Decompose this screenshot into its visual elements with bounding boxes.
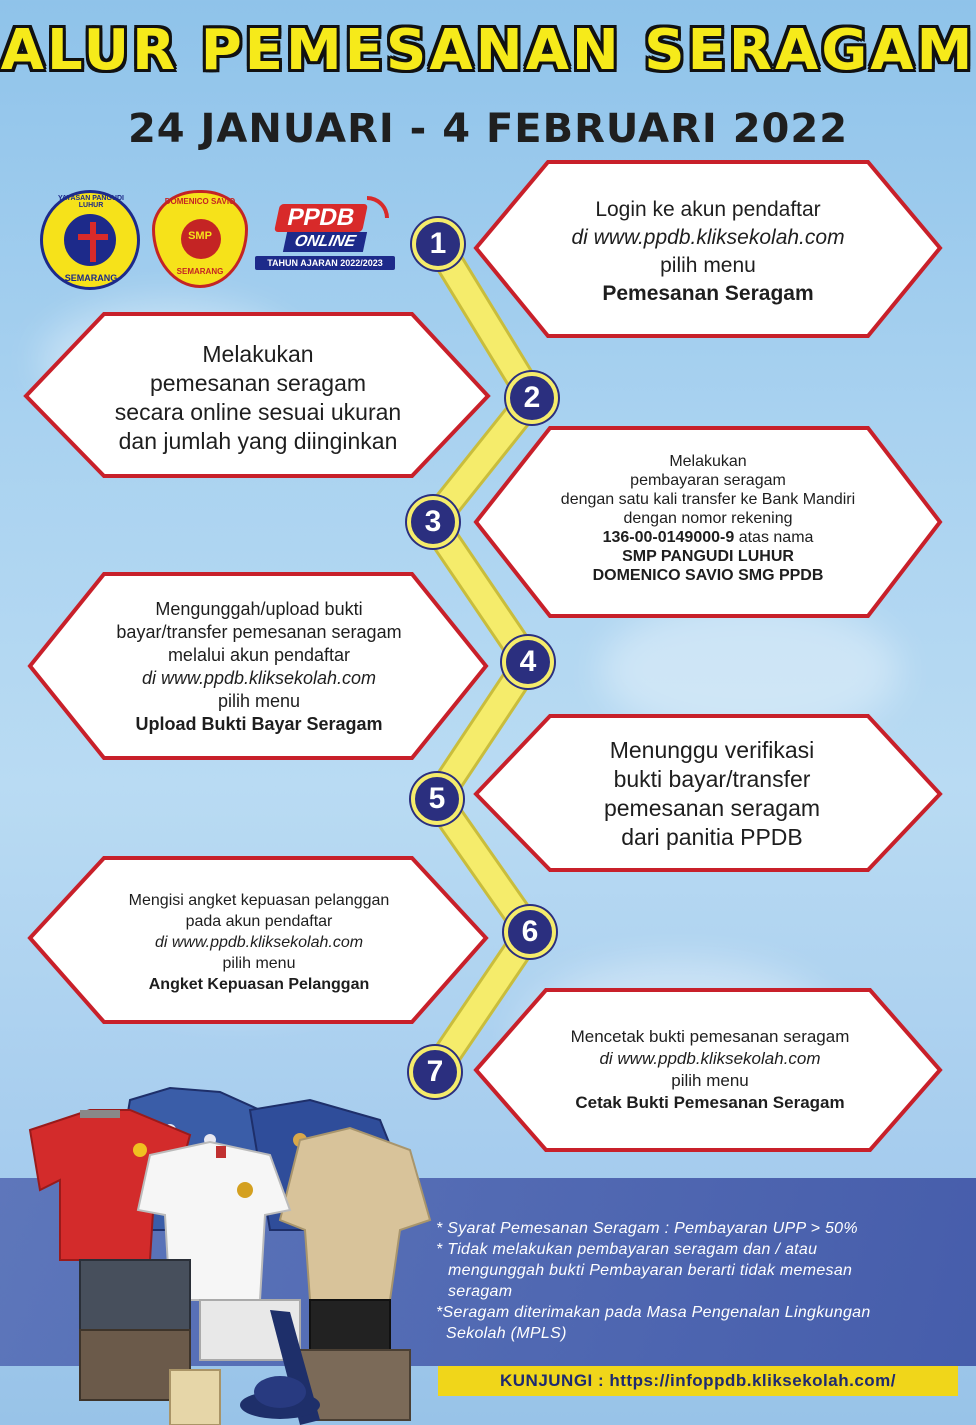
visit-link[interactable]: KUNJUNGI : https://infoppdb.kliksekolah.com/ [499, 1371, 897, 1390]
logo-text: SEMARANG [64, 273, 118, 283]
step-line: dengan satu kali transfer ke Bank Mandiri [560, 491, 856, 508]
step-line: bukti bayar/transfer [613, 766, 811, 792]
step-link: di www.ppdb.kliksekolah.com [571, 226, 845, 249]
step-3-number: 3 [407, 496, 459, 548]
step-4-text [94, 598, 424, 736]
logo-text: YAYASAN PANGUDI LUHUR [57, 195, 124, 209]
step-2-text [96, 340, 420, 456]
step-6-text [90, 890, 428, 995]
note-line: * Syarat Pemesanan Seragam : Pembayaran UPP > 50% [436, 1220, 858, 1237]
step-line: pada akun pendaftar [185, 913, 333, 930]
logo-text: ONLINE [283, 232, 367, 252]
step-line: Mencetak bukti pemesanan seragam [570, 1027, 850, 1046]
step-line: bayar/transfer pemesanan seragam [116, 622, 402, 642]
step-menu: Pemesanan Seragam [602, 282, 814, 305]
account-number: 136-00-0149000-9 [602, 529, 735, 546]
step-5-number: 5 [411, 773, 463, 825]
step-menu: Upload Bukti Bayar Seragam [135, 714, 383, 734]
step-line: Melakukan [669, 453, 747, 470]
step-2-number: 2 [506, 372, 558, 424]
note-line: Sekolah (MPLS) [446, 1325, 567, 1342]
account-name: DOMENICO SAVIO SMG PPDB [592, 567, 824, 584]
step-7-text [540, 1026, 880, 1114]
logo-text: SMP [188, 230, 212, 242]
step-menu: Cetak Bukti Pemesanan Seragam [575, 1093, 845, 1112]
step-3-text [528, 452, 888, 585]
step-1-number: 1 [412, 218, 464, 270]
page-title: ALUR PEMESANAN SERAGAM [0, 18, 976, 83]
note-line: *Seragam diterimakan pada Masa Pengenalan Lingkungan [436, 1304, 871, 1321]
step-line: Menunggu verifikasi [609, 737, 815, 763]
step-link: di www.ppdb.kliksekolah.com [154, 934, 364, 951]
account-name: SMP PANGUDI LUHUR [622, 548, 794, 565]
step-line: pembayaran seragam [630, 472, 786, 489]
logo-text: TAHUN AJARAN 2022/2023 [255, 256, 395, 270]
step-line: dengan nomor rekening [623, 510, 793, 527]
step-line: dan jumlah yang diinginkan [118, 428, 398, 454]
note-line: * Tidak melakukan pembayaran seragam dan / atau [436, 1241, 818, 1258]
step-line: pilih menu [222, 955, 296, 972]
step-line: pilih menu [671, 1071, 749, 1090]
logo-text: PPDB [274, 204, 368, 232]
page-subtitle: 24 JANUARI - 4 FEBRUARI 2022 [127, 106, 849, 152]
step-line: Melakukan [202, 341, 314, 367]
step-5-text [548, 736, 876, 852]
step-line: atas nama [738, 529, 814, 546]
step-line: melalui akun pendaftar [167, 645, 351, 665]
step-6-number: 6 [504, 906, 556, 958]
note-line: mengunggah bukti Pembayaran berarti tidak memesan [448, 1262, 853, 1279]
step-line: pilih menu [217, 691, 301, 711]
step-link: di www.ppdb.kliksekolah.com [141, 668, 377, 688]
uniforms-illustration [20, 1080, 440, 1425]
logo-text: SEMARANG [176, 267, 224, 276]
step-menu: Angket Kepuasan Pelanggan [148, 976, 370, 993]
step-line: Login ke akun pendaftar [595, 198, 821, 221]
logo-text: DOMENICO SAVIO [164, 197, 236, 206]
step-link: di www.ppdb.kliksekolah.com [599, 1049, 821, 1068]
step-line: Mengunggah/upload bukti [155, 599, 363, 619]
step-line: pemesanan seragam [149, 370, 367, 396]
step-line: Mengisi angket kepuasan pelanggan [128, 892, 390, 909]
step-4-number: 4 [502, 636, 554, 688]
notes [436, 1218, 956, 1344]
note-line: seragam [448, 1283, 513, 1300]
step-line: pemesanan seragam [603, 795, 821, 821]
step-line: pilih menu [660, 254, 756, 277]
step-7-number: 7 [409, 1046, 461, 1098]
step-1-text [548, 196, 868, 308]
step-line: dari panitia PPDB [621, 824, 803, 850]
step-line: secara online sesuai ukuran [114, 399, 402, 425]
